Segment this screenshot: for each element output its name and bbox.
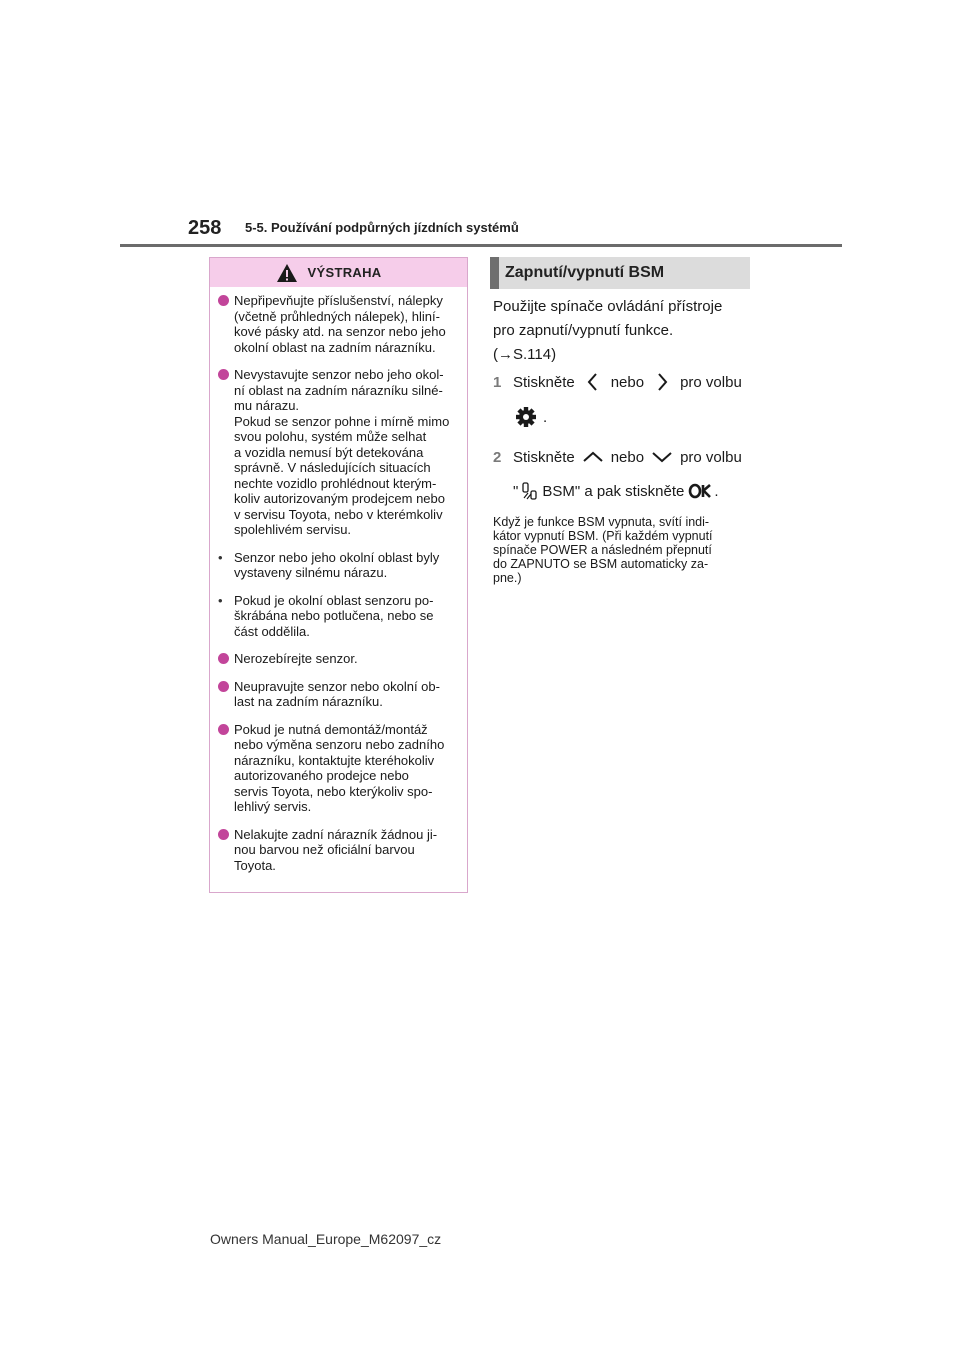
section-bar (490, 257, 499, 289)
chevron-up-icon (581, 447, 605, 467)
note-line: Když je funkce BSM vypnuta, svítí indi- (493, 515, 710, 529)
note-line: spínače POWER a následném přepnutí (493, 543, 712, 557)
warning-line: okolní oblast na zadním nárazníku. (234, 339, 436, 355)
warning-sub-item (218, 550, 459, 581)
note-line: do ZAPNUTO se BSM automaticky za- (493, 557, 709, 571)
warning-line: autorizovaného prodejce nebo (234, 768, 409, 783)
warning-line: Toyota. (234, 857, 276, 873)
warning-line: a vozidla nemusí být detekována (234, 444, 424, 460)
warning-line: kové pásky atd. na senzor nebo jeho (234, 324, 446, 339)
step-text: nebo (610, 373, 645, 391)
bullet-mark (218, 724, 229, 735)
step-text: Stiskněte (513, 373, 575, 391)
warning-triangle-icon (276, 263, 298, 283)
warning-line: mu nárazu. (234, 398, 300, 413)
step-number: 2 (493, 448, 502, 466)
chevron-left-icon (581, 372, 605, 392)
step-1 (493, 372, 742, 392)
warning-line: Neupravujte senzor nebo okolní ob- (234, 678, 440, 694)
warning-line: Senzor nebo jeho okolní oblast byly (234, 549, 440, 565)
warning-line: lehlivý servis. (234, 799, 312, 814)
warning-line: Pokud se senzor pohne i mírně mimo (234, 413, 450, 429)
sub-bullet-mark: • (218, 592, 223, 608)
warning-line: Nevystavujte senzor nebo jeho okol- (234, 367, 444, 382)
step-text: pro volbu (680, 448, 742, 466)
warning-line: část oddělila. (234, 623, 310, 639)
bsm-intro (493, 296, 722, 366)
step-text: . (714, 482, 719, 500)
warning-line: Nelakujte zadní nárazník žádnou ji- (234, 826, 438, 842)
warning-line: koliv autorizovaným prodejcem nebo (234, 491, 445, 506)
bsm-section-header (490, 257, 750, 289)
warning-line: Nerozebírejte senzor. (234, 651, 358, 666)
step-2-continuation (513, 481, 719, 501)
bullet-mark (218, 369, 229, 380)
chevron-right-icon (650, 372, 674, 392)
warning-line: v servisu Toyota, nebo v kterémkoliv (234, 506, 443, 522)
note-line: kátor vypnutí BSM. (Při každém vypnutí (493, 529, 713, 543)
warning-line: nárazníku, kontaktujte kteréhokoliv (234, 752, 435, 768)
bsm-note (493, 515, 751, 585)
warning-bullet-item (218, 679, 459, 710)
bullet-mark (218, 295, 229, 306)
ok-icon (688, 481, 714, 501)
warning-sub-item (218, 593, 459, 640)
warning-bullet-item (218, 722, 459, 815)
warning-bullet-item (218, 293, 459, 355)
step-2 (493, 447, 742, 467)
bullet-mark (218, 829, 229, 840)
chevron-down-icon (650, 447, 674, 467)
intro-line: (→S.114) (493, 346, 557, 363)
note-line: pne.) (493, 571, 522, 585)
page-number: 258 (188, 217, 222, 239)
step-text: . (543, 408, 548, 426)
warning-line: Nepřipevňujte příslušenství, nálepky (234, 293, 443, 308)
bullet-mark (218, 653, 229, 664)
step-text: Stiskněte (513, 448, 575, 466)
step-text: " (513, 482, 519, 500)
step-number: 1 (493, 373, 502, 391)
warning-line: nebo výměna senzoru nebo zadního (234, 737, 445, 752)
warning-line: Pokud je okolní oblast senzoru po- (234, 592, 434, 608)
warning-title: VÝSTRAHA (307, 265, 382, 280)
warning-line: servis Toyota, nebo kterýkoliv spo- (234, 783, 433, 799)
warning-bullet-item (218, 651, 459, 667)
step-text: pro volbu (680, 373, 742, 391)
warning-line: (včetně průhledných nálepek), hliní- (234, 308, 440, 324)
bullet-mark (218, 681, 229, 692)
warning-line: správně. V následujících situacích (234, 460, 431, 475)
sub-bullet-mark: • (218, 549, 223, 565)
intro-line: pro zapnutí/vypnutí funkce. (493, 322, 674, 339)
warning-line: Pokud je nutná demontáž/montáž (234, 721, 428, 737)
warning-line: škrábána nebo potlučena, nebo se (234, 608, 434, 623)
warning-body (210, 287, 467, 873)
warning-bullet-item (218, 367, 459, 538)
warning-line: nou barvou než oficiální barvou (234, 842, 415, 857)
warning-line: ní oblast na zadním nárazníku silné- (234, 382, 443, 398)
warning-line: last na zadním nárazníku. (234, 694, 383, 709)
warning-header (210, 258, 467, 287)
warning-line: vystaveny silnému nárazu. (234, 565, 388, 580)
bsm-section-title: Zapnutí/vypnutí BSM (505, 264, 665, 281)
footer-manual-id: Owners Manual_Europe_M62097_cz (210, 1231, 442, 1247)
step-text: BSM" a pak stiskněte (542, 482, 685, 500)
warning-line: nechte vozidlo prohlédnout kterým- (234, 475, 437, 491)
header-rule (120, 244, 842, 247)
bsm-icon (518, 481, 540, 501)
warning-line: spolehlivém servisu. (234, 522, 352, 537)
gear-icon (513, 405, 539, 429)
step-text: nebo (610, 448, 645, 466)
warning-bullet-item (218, 827, 459, 874)
section-title: 5-5. Používání podpůrných jízdních systémů (245, 220, 519, 235)
intro-line: Použijte spínače ovládání přístroje (493, 298, 723, 315)
warning-line: svou polohu, systém může selhat (234, 429, 427, 444)
warning-box (209, 257, 468, 893)
step-1-continuation (513, 405, 547, 429)
